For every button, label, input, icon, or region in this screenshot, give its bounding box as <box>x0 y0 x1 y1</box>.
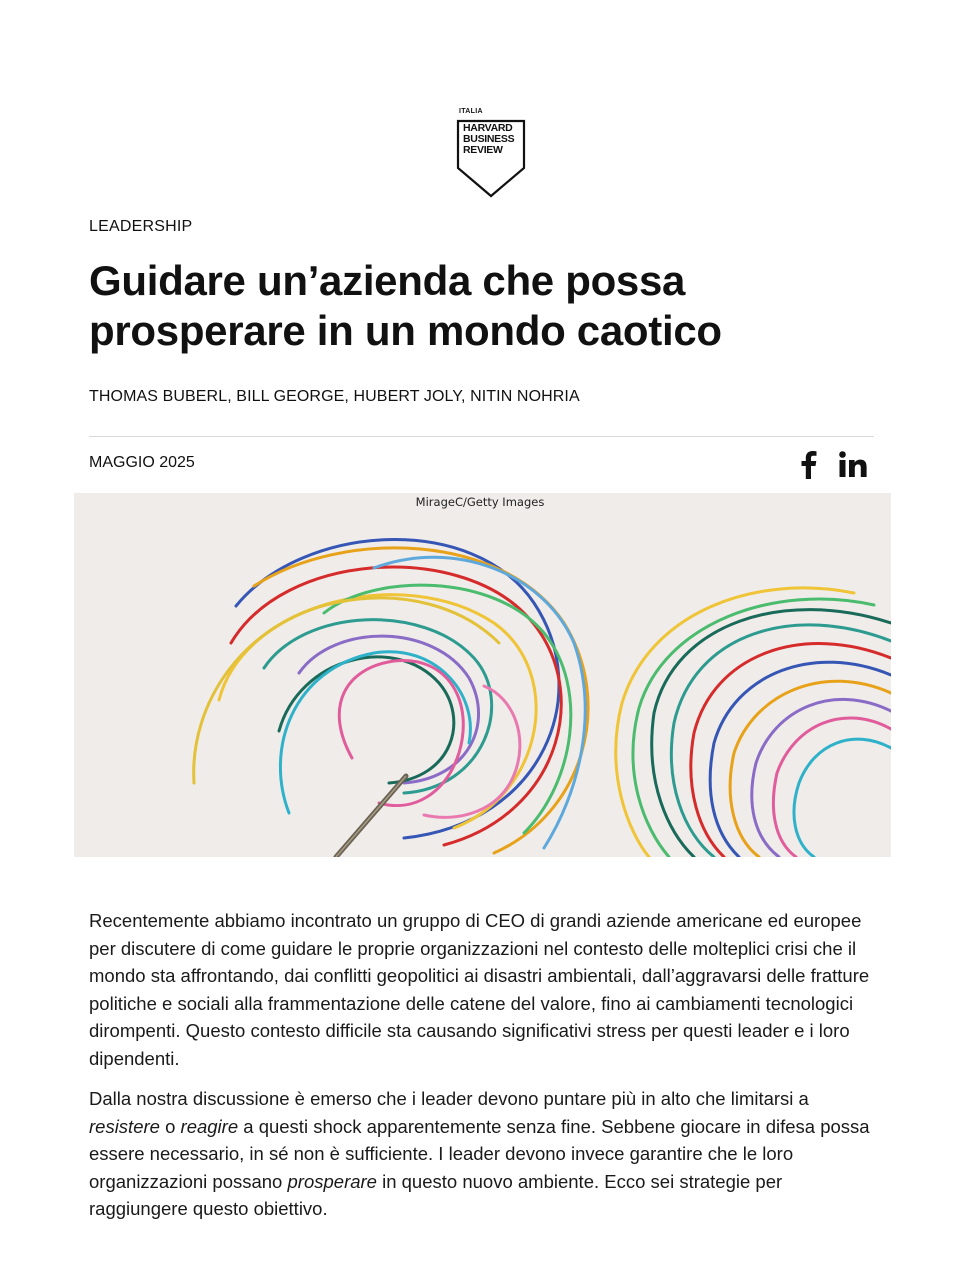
linkedin-icon[interactable] <box>838 450 868 478</box>
p2-emphasis-1: resistere <box>89 1115 160 1137</box>
p2-text-3: a questi shock apparentemente senza fine. Sebbene giocare in difesa possa essere necessario, in sé non è sufficiente. I leader devono invece garantire che le loro organizzazioni possano <box>89 1115 870 1192</box>
paragraph-1: Recentemente abbiamo incontrato un gruppo di CEO di grandi aziende americane ed europee per discutere di come guidare le proprie organizzazioni nel contesto delle molteplici crisi che il mondo sta affrontando, dai conflitti geopolitici ai disastri ambientali, dall’aggravarsi delle fratture politiche e sociali alla frammentazione delle catene del valore, fino ai cambiamenti tecnologici dirompenti. Questo contesto difficile sta causando significativi stress per questi leader e i loro dipendenti. <box>89 910 870 1069</box>
image-credit: MirageC/Getty Images <box>415 495 545 509</box>
logo-line-2: BUSINESS <box>463 133 515 145</box>
p2-emphasis-3: prosperare <box>287 1170 377 1192</box>
article-body <box>89 907 879 1236</box>
article-authors[interactable]: THOMAS BUBERL, BILL GEORGE, HUBERT JOLY, NITIN NOHRIA <box>89 388 580 405</box>
p2-text-4: in questo nuovo ambiente. Ecco sei strategie per raggiungere questo obiettivo. <box>89 1170 783 1219</box>
logo-edition: ITALIA <box>459 108 483 115</box>
divider <box>89 436 874 437</box>
p2-emphasis-2: reagire <box>180 1115 239 1137</box>
colored-threads-illustration <box>74 493 891 857</box>
facebook-icon[interactable] <box>796 449 822 479</box>
article-title: Guidare un’azienda che possa prosperare in un mondo caotico <box>89 257 722 354</box>
p2-text-2: o <box>159 1115 181 1137</box>
logo-line-3: REVIEW <box>463 144 503 156</box>
hbr-logo[interactable] <box>456 108 530 200</box>
p2-text-1: Dalla nostra discussione è emerso che i leader devono puntare più in alto che limitarsi a <box>89 1088 809 1109</box>
logo-line-1: HARVARD <box>463 122 513 134</box>
hero-image <box>74 493 891 857</box>
article-category[interactable]: LEADERSHIP <box>89 218 193 235</box>
article-date: MAGGIO 2025 <box>89 454 195 471</box>
logo-wordmark <box>463 123 514 156</box>
paragraph-2 <box>89 1085 879 1223</box>
